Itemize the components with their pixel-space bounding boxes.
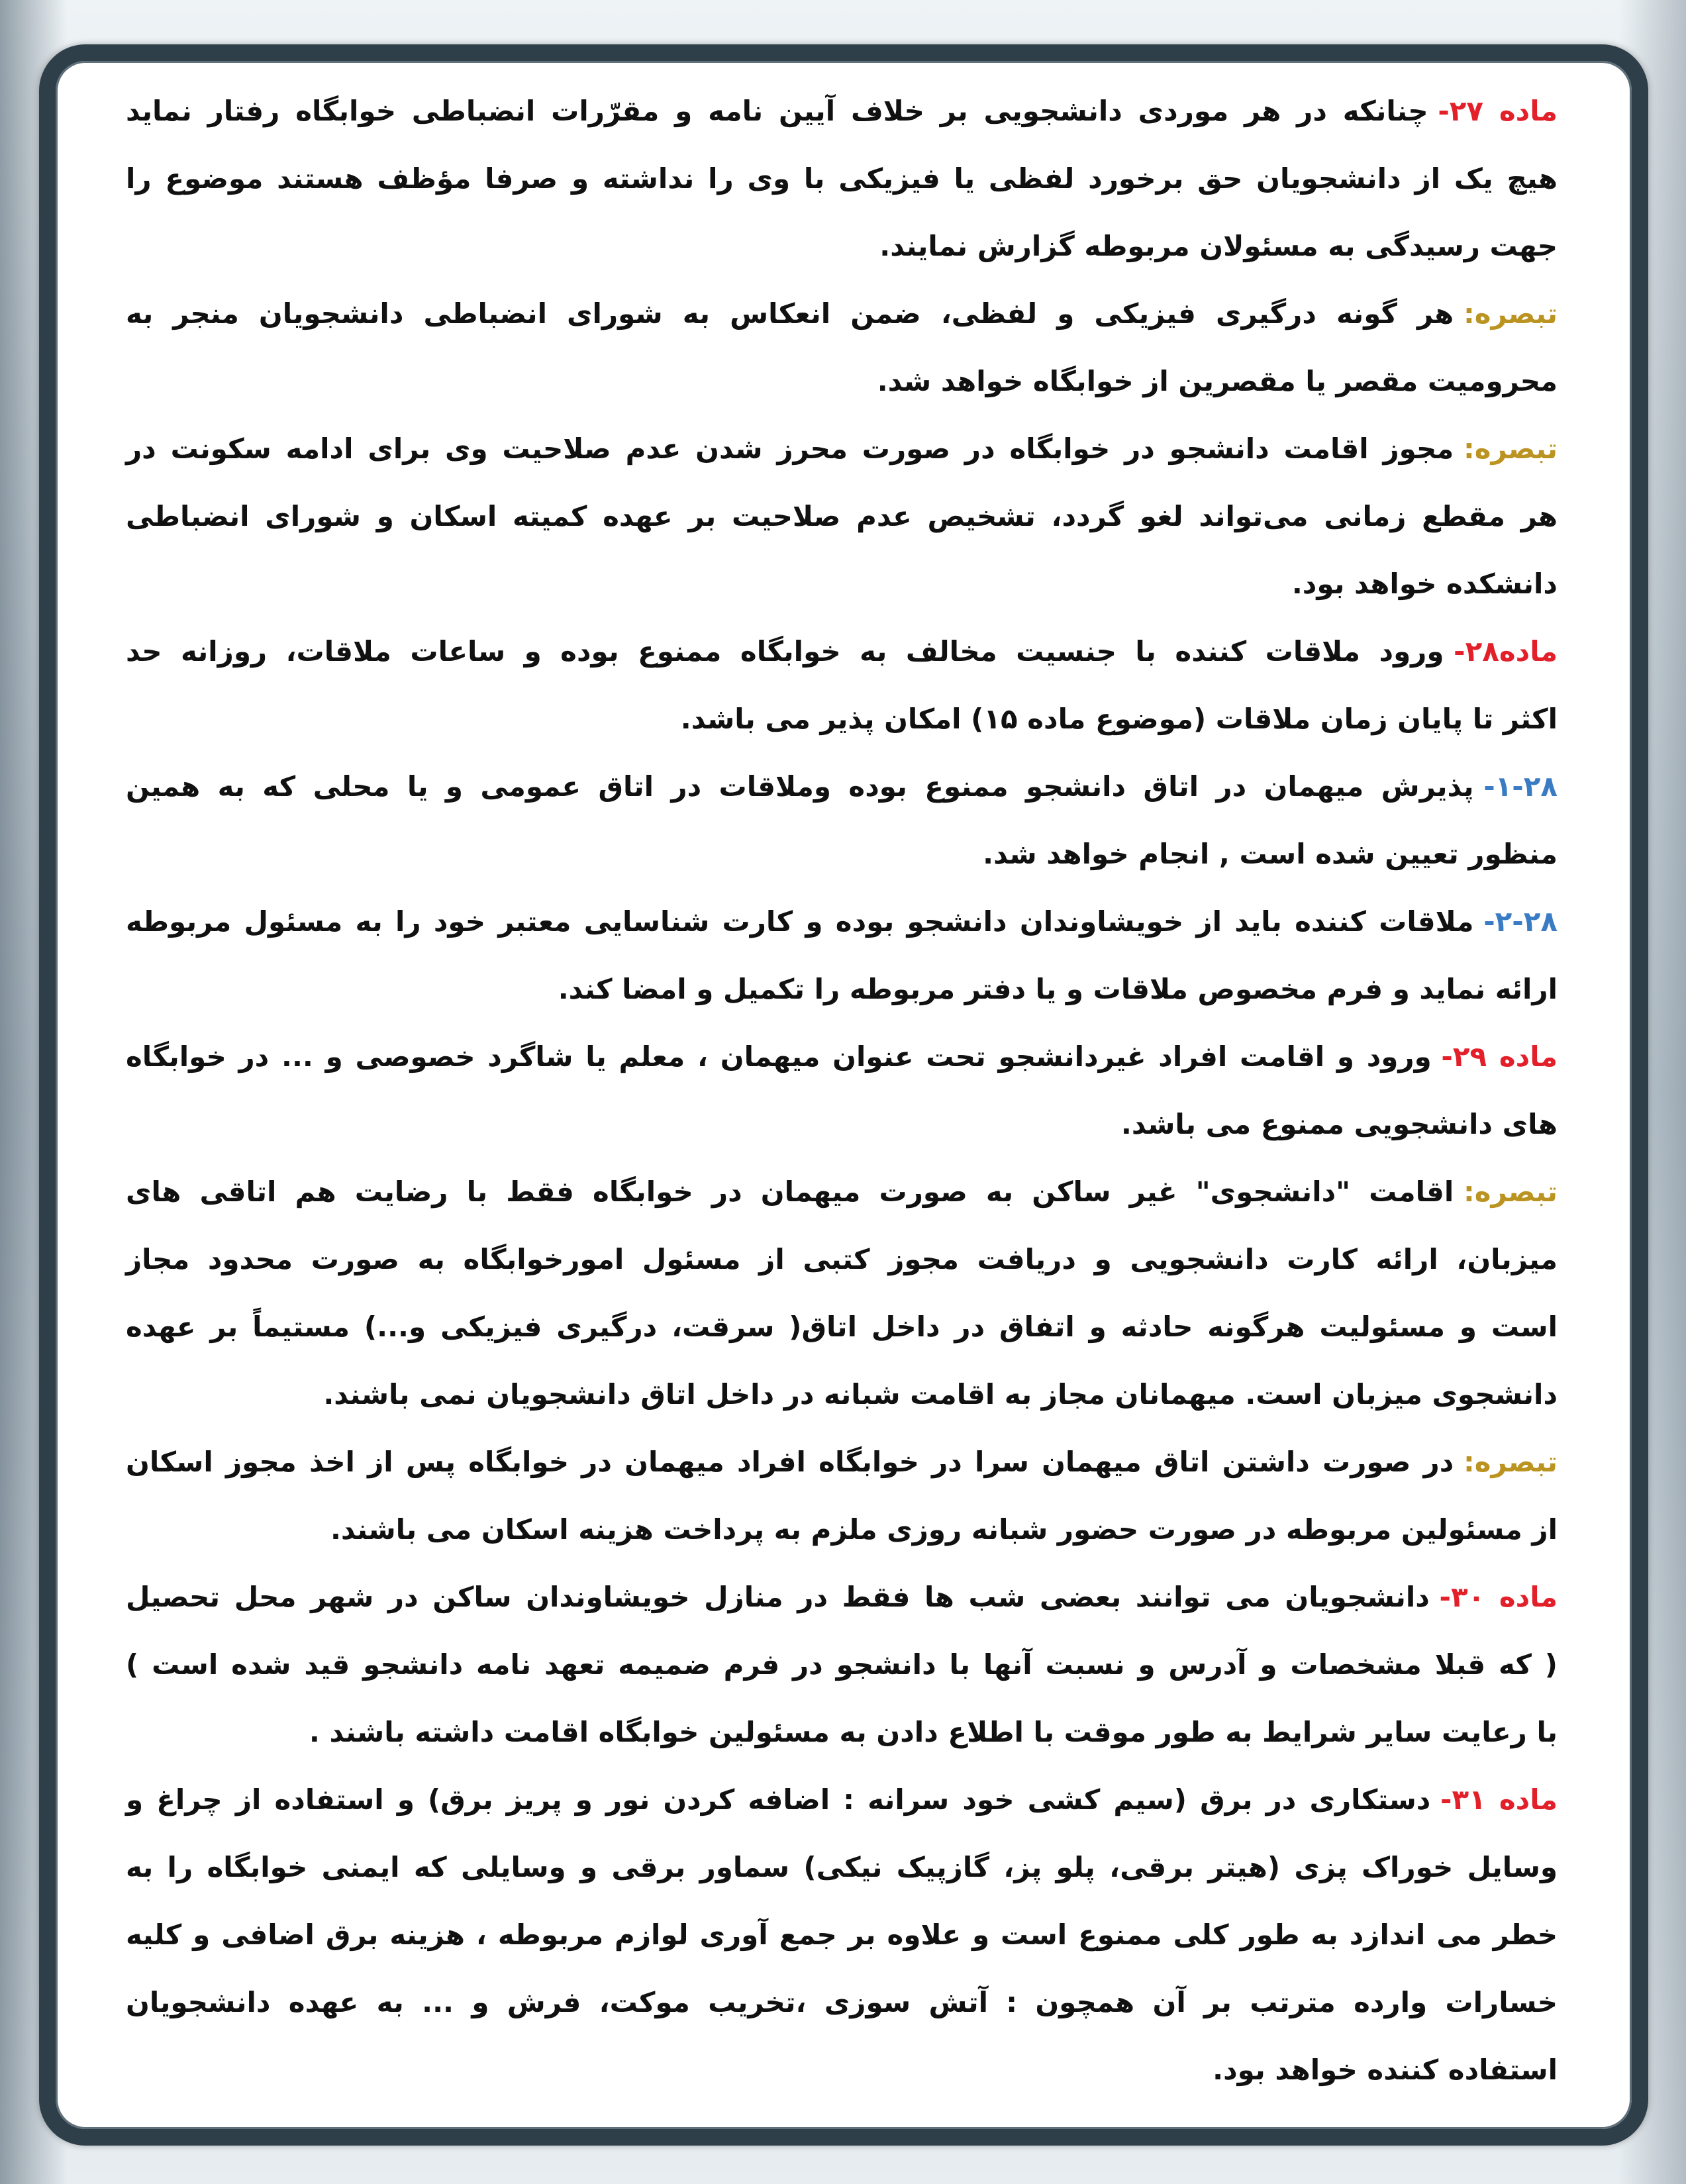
line-text: دانشجویان می توانند بعضی شب ها فقط در منازل خویشاوندان ساکن در شهر محل تحصیل xyxy=(126,1581,1430,1613)
line-text: ورود ملاقات کننده با جنسیت مخالف به خوابگاه ممنوع بوده و ساعات ملاقات، روزانه حد xyxy=(126,635,1444,668)
text-line: ارائه نماید و فرم مخصوص ملاقات و یا دفتر مربوطه را تکمیل و امضا کند. xyxy=(558,973,1558,1005)
line-text: هر گونه درگیری فیزیکی و لفظی، ضمن انعکاس به شورای انضباطی دانشجویان منجر به xyxy=(126,297,1454,330)
article-29 xyxy=(126,1023,1558,1158)
article-28-label: ماده۲۸- xyxy=(1454,635,1558,668)
text-line xyxy=(126,888,1558,956)
text-line: منظور تعیین شده است , انجام خواهد شد. xyxy=(983,838,1558,870)
text-line: اکثر تا پایان زمان ملاقات (موضوع ماده ۱۵) امکان پذیر می باشد. xyxy=(680,703,1558,735)
article-31 xyxy=(126,1766,1558,2104)
line-text: ملاقات کننده باید از خویشاوندان دانشجو بوده و کارت شناسایی معتبر خود را به مسئول مربوطه xyxy=(126,905,1474,938)
article-30 xyxy=(126,1564,1558,1766)
article-31-label: ماده ۳۱- xyxy=(1440,1783,1558,1816)
note-2 xyxy=(126,415,1558,618)
line-text: ورود و اقامت افراد غیردانشجو تحت عنوان میهمان ، معلم یا شاگرد خصوصی و ... در خوابگاه xyxy=(126,1040,1432,1073)
text-line xyxy=(126,1766,1558,1834)
text-line xyxy=(126,1023,1558,1091)
text-line xyxy=(126,1564,1558,1631)
text-line xyxy=(126,1428,1558,1496)
article-27-label: ماده ۲۷- xyxy=(1438,95,1558,127)
text-line: خطر می اندازد به طور کلی ممنوع است و علاوه بر جمع آوری لوازم مربوطه ، هزینه برق اضافی و کلیه xyxy=(126,1918,1558,1951)
text-line: هر مقطع زمانی می‌تواند لغو گردد، تشخیص عدم صلاحیت بر عهده کمیته اسکان و شورای انضباطی xyxy=(126,500,1558,532)
note-label: تبصره: xyxy=(1463,432,1558,465)
text-line: استفاده کننده خواهد بود. xyxy=(1213,2054,1558,2086)
clause-28-1 xyxy=(126,753,1558,888)
text-line xyxy=(126,415,1558,483)
clause-28-1-label: ۱-۲۸- xyxy=(1483,770,1558,803)
clause-28-2-label: ۲-۲۸- xyxy=(1483,905,1558,938)
text-line: میزبان، ارائه کارت دانشجویی و دریافت مجوز کتبی از مسئول امورخوابگاه به صورت محدود مجاز xyxy=(126,1243,1558,1275)
text-line xyxy=(126,1158,1558,1226)
text-line: است و مسئولیت هرگونه حادثه و اتفاق در داخل اتاق( سرقت، درگیری فیزیکی و...) مستیماً بر عهده xyxy=(126,1311,1558,1343)
text-line xyxy=(126,753,1558,820)
text-line: جهت رسیدگی به مسئولان مربوطه گزارش نمایند. xyxy=(879,230,1558,262)
text-line: دانشکده خواهد بود. xyxy=(1291,568,1558,600)
line-text: دستکاری در برق (سیم کشی خود سرانه : اضافه کردن نور و پریز برق) و استفاده از چراغ و xyxy=(126,1783,1431,1816)
article-29-label: ماده ۲۹- xyxy=(1441,1040,1558,1073)
text-line: محرومیت مقصر یا مقصرین از خوابگاه خواهد شد. xyxy=(877,365,1558,397)
note-label: تبصره: xyxy=(1463,1446,1558,1478)
article-28 xyxy=(126,618,1558,753)
note-label: تبصره: xyxy=(1463,297,1558,330)
note-label: تبصره: xyxy=(1463,1175,1558,1208)
note-1 xyxy=(126,280,1558,415)
line-text: چنانکه در هر موردی دانشجویی بر خلاف آیین نامه و مقرّرات انضباطی خوابگاه رفتار نماید xyxy=(126,95,1428,127)
line-text: در صورت داشتن اتاق میهمان سرا در خوابگاه افراد میهمان در خوابگاه پس از اخذ مجوز اسکان xyxy=(126,1446,1454,1478)
text-line: با رعایت سایر شرایط به طور موقت با اطلاع دادن به مسئولین خوابگاه اقامت داشته باشند . xyxy=(309,1716,1558,1748)
text-line: های دانشجویی ممنوع می باشد. xyxy=(1120,1108,1558,1140)
text-line: خسارات وارده مترتب بر آن همچون : آتش سوزی ،تخریب موکت، فرش و ... به عهده دانشجویان xyxy=(126,1986,1558,2018)
text-line: وسایل خوراک پزی (هیتر برقی، پلو پز، گازپیک نیکی) سماور برقی و وسایلی که ایمنی خوابگاه را به xyxy=(126,1851,1558,1883)
note-4 xyxy=(126,1428,1558,1564)
article-27 xyxy=(126,77,1558,280)
text-line: دانشجوی میزبان است. میهمانان مجاز به اقامت شبانه در داخل اتاق دانشجویان نمی باشند. xyxy=(323,1378,1558,1411)
text-line xyxy=(126,618,1558,685)
text-line: هیچ یک از دانشجویان حق برخورد لفظی یا فیزیکی با وی را نداشته و صرفا مؤظف هستند موضوع را xyxy=(126,162,1558,195)
note-3 xyxy=(126,1158,1558,1428)
clause-28-2 xyxy=(126,888,1558,1023)
article-30-label: ماده ۳۰- xyxy=(1439,1581,1558,1613)
text-line xyxy=(126,280,1558,348)
line-text: اقامت "دانشجوی" غیر ساکن به صورت میهمان در خوابگاه فقط با رضایت هم اتاقی های xyxy=(126,1175,1454,1208)
line-text: پذیرش میهمان در اتاق دانشجو ممنوع بوده وملاقات در اتاق عمومی و یا محلی که به همین xyxy=(126,770,1474,803)
text-line: از مسئولین مربوطه در صورت حضور شبانه روزی ملزم به پرداخت هزینه اسکان می باشند. xyxy=(330,1513,1558,1546)
document-body xyxy=(126,77,1558,2104)
text-line xyxy=(126,77,1558,145)
text-line: ( که قبلا مشخصات و آدرس و نسبت آنها با دانشجو در فرم ضمیمه تعهد نامه دانشجو قید شده است ) xyxy=(126,1648,1558,1681)
line-text: مجوز اقامت دانشجو در خوابگاه در صورت محرز شدن عدم صلاحیت وی برای ادامه سکونت در xyxy=(126,432,1454,465)
